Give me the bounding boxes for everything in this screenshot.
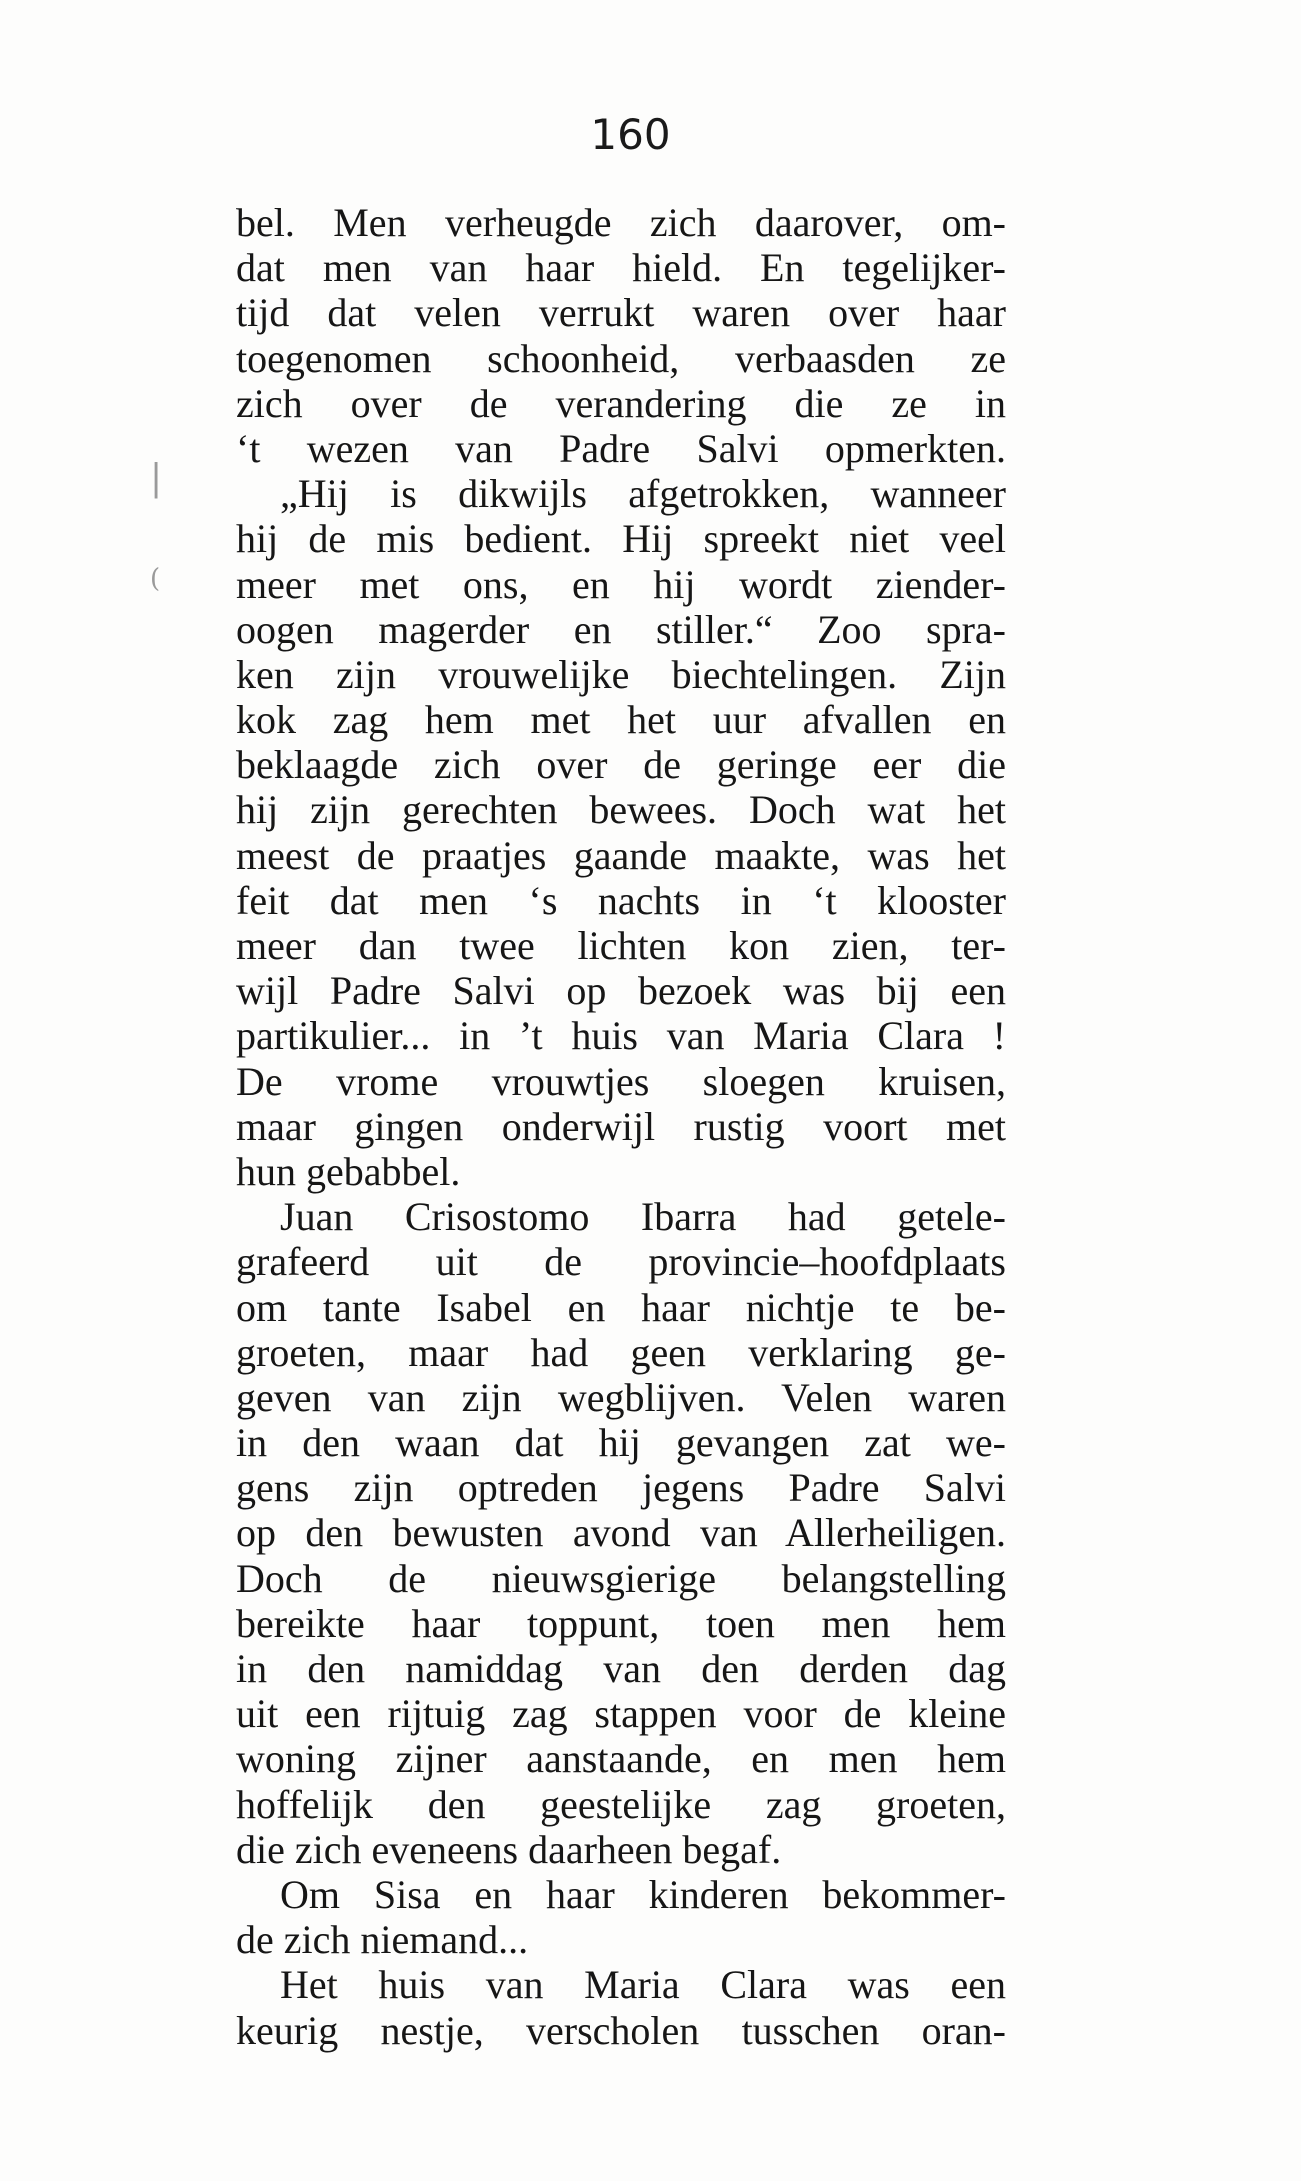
text-line: oogen magerder en stiller.“ Zoo spra-: [236, 606, 1006, 652]
text-line: op den bewusten avond van Allerheiligen.: [236, 1510, 1006, 1556]
text-line: meer dan twee lichten kon zien, ter-: [236, 923, 1006, 968]
text-line: meest de praatjes gaande maakte, was het: [236, 832, 1006, 878]
text-line: grafeerd uit de provincie–hoofdplaats: [236, 1239, 1006, 1285]
text-line: De vrome vrouwtjes sloegen kruisen,: [236, 1058, 1006, 1104]
text-line: hoffelijk den geestelijke zag groeten,: [236, 1781, 1006, 1827]
text-line: wijl Padre Salvi op bezoek was bij een: [236, 968, 1006, 1014]
text-line: die zich eveneens daarheen begaf.: [236, 1826, 782, 1872]
text-line: ken zijn vrouwelijke biechtelingen. Zijn: [236, 651, 1006, 697]
text-line: toegenomen schoonheid, verbaasden ze: [236, 335, 1006, 381]
text-line: feit dat men ‘s nachts in ‘t klooster: [236, 877, 1006, 923]
text-line: beklaagde zich over de geringe eer die: [236, 742, 1006, 788]
margin-mark: |: [150, 458, 163, 499]
text-line: meer met ons, en hij wordt ziender-: [236, 561, 1006, 607]
text-line: bereikte haar toppunt, toen men hem: [236, 1600, 1006, 1646]
text-line: woning zijner aanstaande, en men hem: [236, 1736, 1006, 1782]
text-line: hij de mis bedient. Hij spreekt niet veel: [236, 516, 1006, 562]
text-line: keurig nestje, verscholen tusschen oran-: [236, 2007, 1006, 2053]
text-line: in den waan dat hij gevangen zat we-: [236, 1420, 1006, 1466]
text-line: tijd dat velen verrukt waren over haar: [236, 290, 1006, 336]
text-line: hij zijn gerechten bewees. Doch wat het: [236, 787, 1006, 833]
text-line: groeten, maar had geen verklaring ge-: [236, 1329, 1006, 1375]
text-line: Om Sisa en haar kinderen bekommer-: [280, 1871, 1006, 1917]
text-line: Juan Crisostomo Ibarra had getele-: [280, 1194, 1006, 1240]
text-line: Het huis van Maria Clara was een: [280, 1962, 1006, 2008]
text-line: „Hij is dikwijls afgetrokken, wanneer: [280, 471, 1006, 517]
text-line: zich over de verandering die ze in: [236, 380, 1006, 426]
text-line: uit een rijtuig zag stappen voor de kleine: [236, 1691, 1006, 1737]
text-line: hun gebabbel.: [236, 1148, 461, 1194]
text-line: bel. Men verheugde zich daarover, om-: [236, 200, 1006, 245]
text-line: dat men van haar hield. En tegelijker-: [236, 245, 1006, 291]
text-line: partikulier... in ’t huis van Maria Clara !: [236, 1013, 1006, 1059]
text-line: de zich niemand...: [236, 1917, 529, 1963]
body-text: [236, 200, 1006, 2053]
text-line: geven van zijn wegblijven. Velen waren: [236, 1374, 1006, 1420]
text-line: ‘t wezen van Padre Salvi opmerkten.: [236, 425, 1006, 471]
text-line: gens zijn optreden jegens Padre Salvi: [236, 1465, 1006, 1511]
text-line: kok zag hem met het uur afvallen en: [236, 697, 1006, 743]
page-number: 160: [590, 110, 671, 159]
text-line: Doch de nieuwsgierige belangstelling: [236, 1555, 1006, 1601]
text-line: maar gingen onderwijl rustig voort met: [236, 1103, 1006, 1149]
text-line: in den namiddag van den derden dag: [236, 1646, 1006, 1691]
margin-mark: (: [150, 564, 161, 594]
text-line: om tante Isabel en haar nichtje te be-: [236, 1284, 1006, 1330]
